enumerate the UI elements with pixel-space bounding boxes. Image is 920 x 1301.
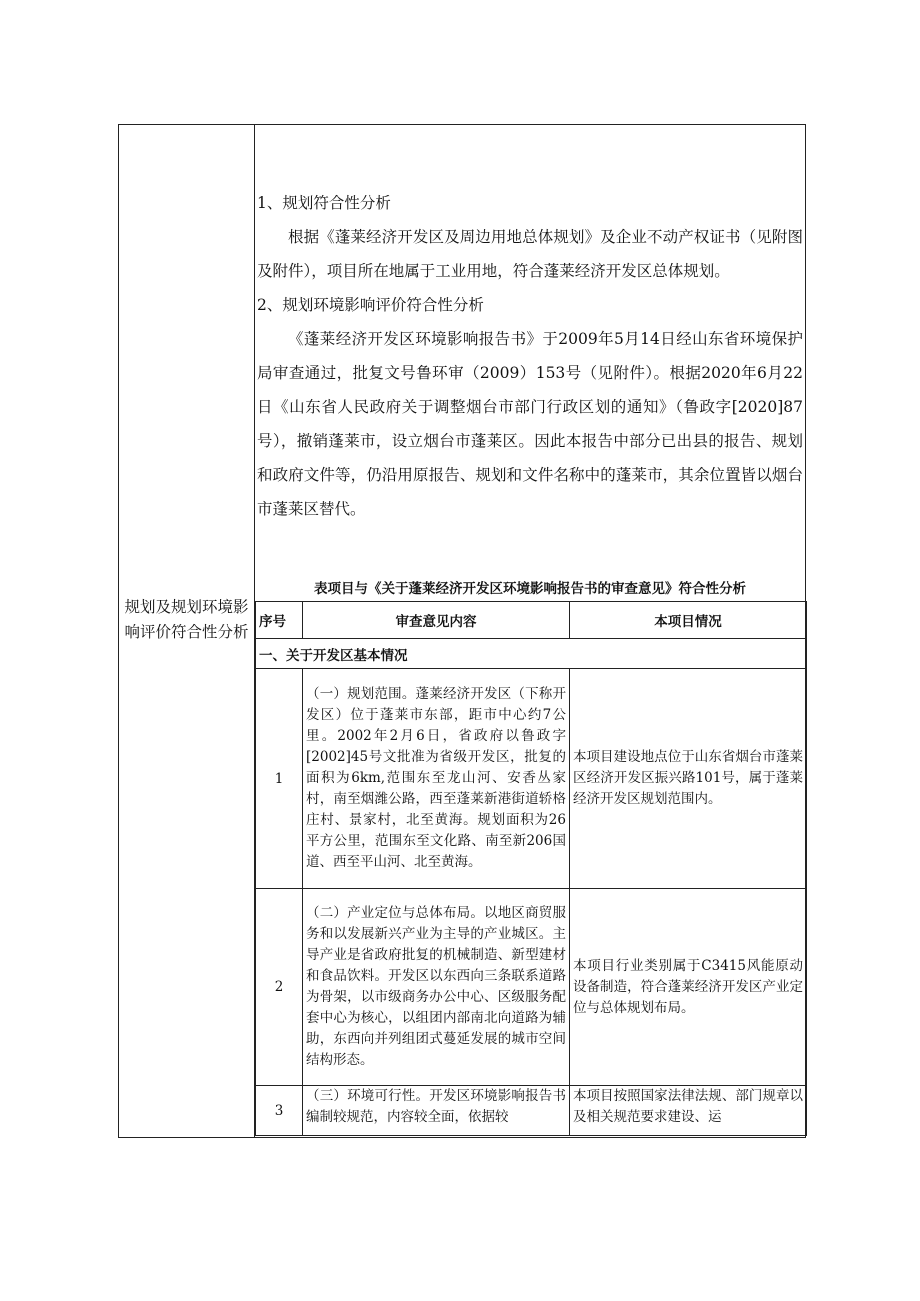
table-section-row <box>256 639 807 669</box>
header-status: 本项目情况 <box>570 602 807 639</box>
paragraph-heading-1: 1、规划符合性分析 <box>257 194 391 212</box>
row-opinion-text: （三）环境可行性。开发区环境影响报告书编制较规范，内容较全面，依据较 <box>306 1088 566 1125</box>
paragraph-planning: 根据《蓬莱经济开发区及周边用地总体规划》及企业不动产权证书（见附图及附件），项目所在地属于工业用地，符合蓬莱经济开发区总体规划。 <box>257 228 803 280</box>
section-title: 一、关于开发区基本情况 <box>256 639 807 669</box>
row-opinion <box>303 1086 570 1136</box>
form-frame <box>118 124 806 1138</box>
table-row <box>256 889 807 1086</box>
row-status <box>570 1086 807 1136</box>
content-column <box>255 125 805 1137</box>
paragraph-heading-2: 2、规划环境影响评价符合性分析 <box>257 296 484 314</box>
table-header-row <box>256 602 807 639</box>
row-status: 本项目建设地点位于山东省烟台市蓬莱区经济开发区振兴路101号，属于蓬莱经济开发区规划范围内。 <box>570 669 807 889</box>
table-row <box>256 1086 807 1136</box>
row-number: 2 <box>256 889 303 1086</box>
compliance-table <box>255 601 807 1136</box>
row-number: 1 <box>256 669 303 889</box>
row-status: 本项目行业类别属于C3415风能原动设备制造，符合蓬莱经济开发区产业定位与总体规划布局。 <box>570 889 807 1086</box>
row-number: 3 <box>256 1086 303 1136</box>
header-opinion: 审查意见内容 <box>303 602 570 639</box>
row-opinion: （二）产业定位与总体布局。以地区商贸服务和以发展新兴产业为主导的产业城区。主导产业是省政府批复的机械制造、新型建材和食品饮料。开发区以东西向三条联系道路为骨架，以市级商务办公中心、区级服务配套中心为核心，以组团内部南北向道路为辅助，东西向并列组团式蔓延发展的城市空间结构形态。 <box>303 889 570 1086</box>
category-column <box>119 125 255 1137</box>
header-no: 序号 <box>256 602 303 639</box>
table-row <box>256 669 807 889</box>
row-opinion: （一）规划范围。蓬莱经济开发区（下称开发区）位于蓬莱市东部，距市中心约7公里。2002年2月6日，省政府以鲁政字[2002]45号文批准为省级开发区，批复的面积为6km,范围东至龙山河、安香丛家村，南至烟潍公路，西至蓬莱新港街道轿格庄村、景家村，北至黄海。规划面积为26平方公里，范围东至文化路、南至新206国道、西至平山河、北至黄海。 <box>303 669 570 889</box>
paragraph-eia: 《蓬莱经济开发区环境影响报告书》于2009年5月14日经山东省环境保护局审查通过，批复文号鲁环审（2009）153号（见附件）。根据2020年6月22日《山东省人民政府关于调整烟台市部门行政区划的通知》（鲁政字[2020]87号），撤销蓬莱市，设立烟台市蓬莱区。因此本报告中部分已出县的报告、规划和政府文件等，仍沿用原报告、规划和文件名称中的蓬莱市，其余位置皆以烟台市蓬莱区替代。 <box>257 330 803 518</box>
category-label: 规划及规划环境影响评价符合性分析 <box>124 598 249 641</box>
row-status-text: 本项目按照国家法律法规、部门规章以及相关规范要求建设、运 <box>573 1088 803 1125</box>
table-caption: 表项目与《关于蓬莱经济开发区环境影响报告书的审查意见》符合性分析 <box>314 581 746 597</box>
analysis-text <box>257 186 803 526</box>
